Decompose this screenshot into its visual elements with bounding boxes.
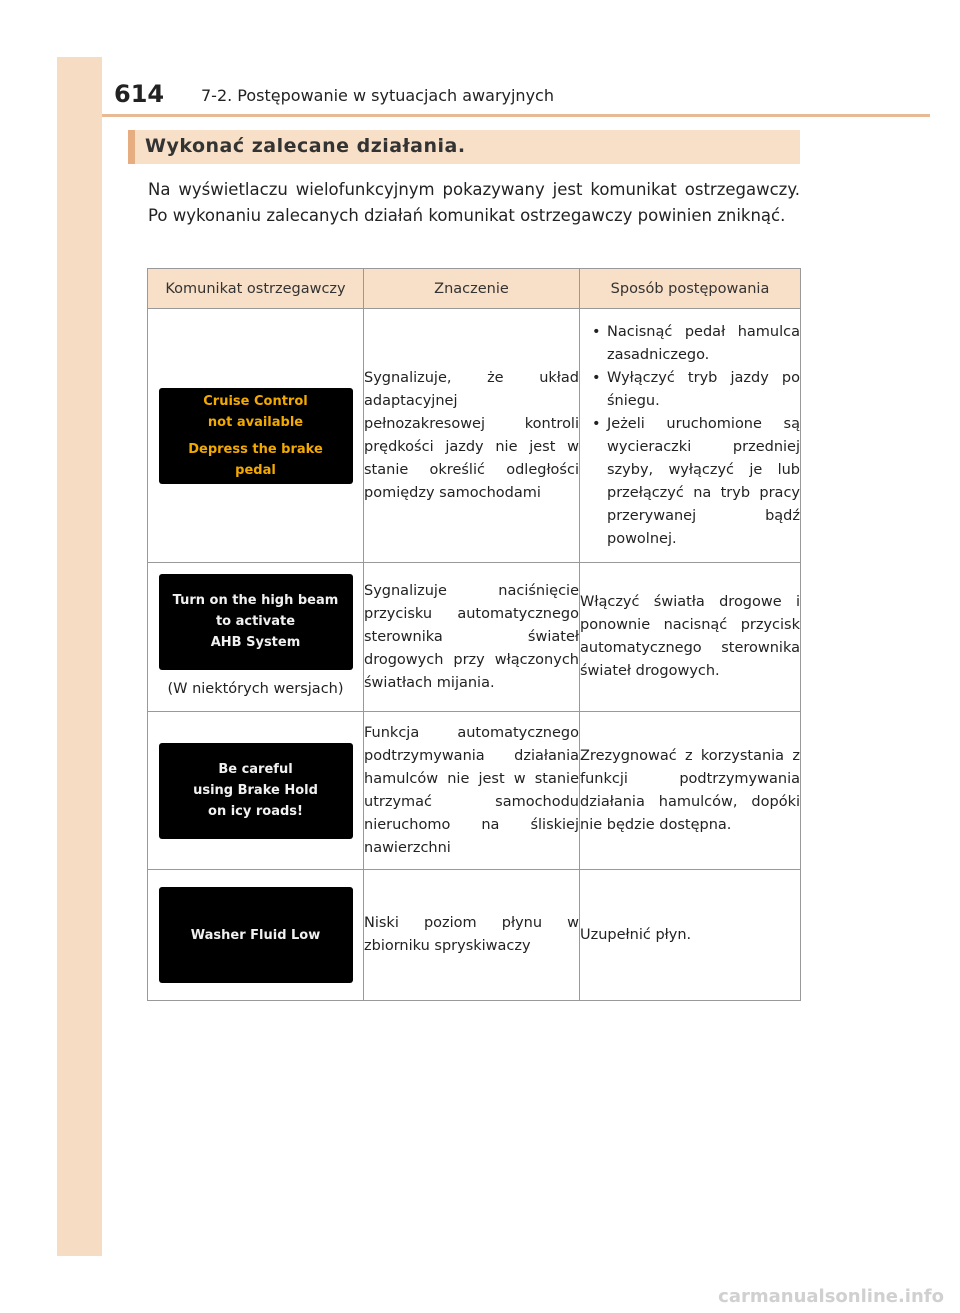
- display-washer-fluid: [159, 887, 353, 983]
- version-caption: (W niektórych wersjach): [167, 680, 344, 697]
- table-row: [148, 563, 801, 712]
- message-image-cell: [148, 563, 364, 712]
- display-line: Washer Fluid Low: [190, 927, 321, 943]
- watermark: carmanualsonline.info: [718, 1286, 944, 1307]
- display-line: to activate: [215, 614, 296, 629]
- page-number: 614: [114, 80, 165, 108]
- table-header-row: [148, 269, 801, 309]
- action-cell: Zrezygnować z korzystania z funkcji podtrzymywania działania hamulców, dopóki nie będzie dostępna.: [580, 712, 801, 870]
- side-tab-strip: [57, 57, 102, 1256]
- display-line: Cruise Control: [203, 393, 308, 409]
- display-line: using Brake Hold: [193, 783, 318, 798]
- action-cell: [580, 309, 801, 563]
- subsection-banner: [128, 130, 800, 164]
- action-cell: Uzupełnić płyn.: [580, 870, 801, 1001]
- meaning-cell: Niski poziom płynu w zbiorniku spryskiwaczy: [364, 870, 580, 1001]
- display-line: AHB System: [210, 635, 301, 650]
- display-line: on icy roads!: [208, 804, 303, 819]
- display-brake-hold: [159, 743, 353, 839]
- section-title: 7-2. Postępowanie w sytuacjach awaryjnych: [201, 86, 554, 105]
- display-line: Be careful: [218, 762, 293, 777]
- meaning-cell: Sygnalizuje, że układ adaptacyjnej pełnozakresowej kontroli prędkości jazdy nie jest w stanie określić odległości pomiędzy samochodami: [364, 309, 580, 563]
- action-list: [580, 321, 800, 551]
- banner-title: Wykonać zalecane działania.: [145, 135, 466, 157]
- action-cell: Włączyć światła drogowe i ponownie nacisnąć przycisk automatycznego sterownika świateł drogowych.: [580, 563, 801, 712]
- meaning-cell: Funkcja automatycznego podtrzymywania działania hamulców nie jest w stanie utrzymać samochodu nieruchomo na śliskiej nawierzchni: [364, 712, 580, 870]
- table-row: [148, 712, 801, 870]
- display-line: not available: [207, 414, 304, 430]
- table-row: [148, 309, 801, 563]
- intro-paragraph: Na wyświetlaczu wielofunkcyjnym pokazywany jest komunikat ostrzegawczy. Po wykonaniu zalecanych działań komunikat ostrzegawczy powinien zniknąć.: [148, 180, 800, 225]
- meaning-cell: Sygnalizuje naciśnięcie przycisku automatycznego sterownika świateł drogowych przy włączonych światłach mijania.: [364, 563, 580, 712]
- action-step: • Nacisnąć pedał hamulca zasadniczego.: [592, 321, 800, 367]
- column-header-message: Komunikat ostrzegawczy: [148, 269, 364, 309]
- banner-accent-bar: [128, 130, 135, 164]
- column-header-meaning: Znaczenie: [364, 269, 580, 309]
- message-image-cell: [148, 309, 364, 563]
- action-step: • Wyłączyć tryb jazdy po śniegu.: [592, 367, 800, 413]
- message-image-cell: [148, 870, 364, 1001]
- column-header-action: Sposób postępowania: [580, 269, 801, 309]
- header-divider: [102, 114, 930, 117]
- warning-messages-table: [147, 268, 801, 1001]
- action-step: • Jeżeli uruchomione są wycieraczki przedniej szyby, wyłączyć je lub przełączyć na tryb pracy przerywanej bądź powolnej.: [592, 413, 800, 551]
- display-cruise-control: [159, 388, 353, 484]
- display-high-beam: [159, 574, 353, 670]
- table-row: [148, 870, 801, 1001]
- display-line: Turn on the high beam: [172, 593, 339, 608]
- message-image-cell: [148, 712, 364, 870]
- display-line: pedal: [235, 462, 276, 478]
- display-line: Depress the brake: [188, 441, 323, 457]
